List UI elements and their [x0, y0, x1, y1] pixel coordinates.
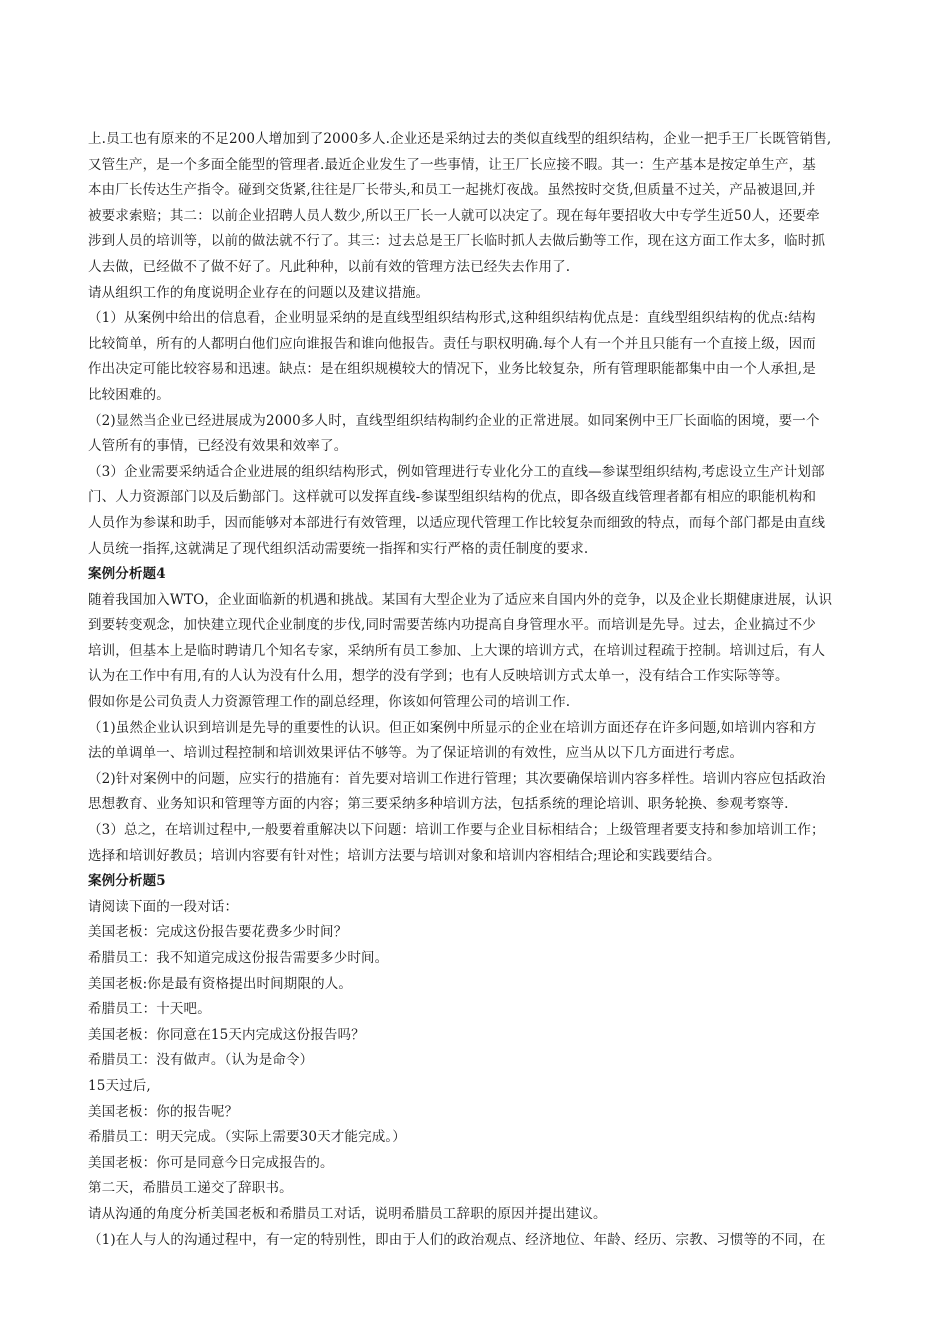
text-line: 思想教育、业务知识和管理等方面的内容；第三要采纳多种培训方法，包括系统的理论培训、职务轮换、参观考察等.: [88, 796, 789, 813]
text-line: 人管所有的事情，已经没有效果和效率了。: [88, 438, 348, 455]
text-line: 美国老板:你是最有资格提出时间期限的人。: [88, 975, 353, 992]
text-line: 人员统一指挥,这就满足了现代组织活动需要统一指挥和实行严格的责任制度的要求.: [88, 540, 589, 557]
text-line: （3）总之，在培训过程中,一般要着重解决以下问题：培训工作要与企业目标相结合；上级管理者要支持和参加培训工作；: [88, 822, 825, 839]
text-line: 美国老板：你可是同意今日完成报告的。: [88, 1154, 334, 1171]
text-line: 上.员工也有原来的不足200人增加到了2000多人.企业还是采纳过去的类似直线型的组织结构，企业一把手王厂长既管销售,: [88, 131, 832, 147]
text-line: （2)显然当企业已经进展成为2000多人时，直线型组织结构制约企业的正常进展。如同案例中王厂长面临的困境，要一个: [88, 412, 820, 429]
text-line: 门、人力资源部门以及后勤部门。这样就可以发挥直线-参谋型组织结构的优点，即各级直线管理者都有相应的职能机构和: [88, 489, 817, 506]
text-line: 希腊员工：我不知道完成这份报告需要多少时间。: [88, 950, 389, 966]
text-line: 请从沟通的角度分析美国老板和希腊员工对话，说明希腊员工辞职的原因并提出建议。: [88, 1205, 607, 1222]
document-page: [88, 127, 883, 1253]
text-line: 请从组织工作的角度说明企业存在的问题以及建议措施。: [88, 284, 430, 301]
text-line: 第二天，希腊员工递交了辞职书。: [88, 1180, 293, 1197]
text-line: 人去做，已经做不了做不好了。凡此种种，以前有效的管理方法已经失去作用了.: [88, 258, 571, 275]
text-line: 随着我国加入WTO，企业面临新的机遇和挑战。某国有大型企业为了适应来自国内外的竞争，以及企业长期健康进展，认识: [88, 591, 833, 608]
text-line: 涉到人员的培训等，以前的做法就不行了。其三：过去总是王厂长临时抓人去做后勤等工作，现在这方面工作太多，临时抓: [88, 233, 826, 250]
section-heading: 案例分析题4: [88, 566, 166, 583]
text-line: 希腊员工：明天完成。（实际上需要30天才能完成。）: [88, 1129, 406, 1146]
text-line: 被要求索赔；其二：以前企业招聘人员人数少,所以王厂长一人就可以决定了。现在每年要招收大中专学生近50人，还要牵: [88, 207, 820, 224]
text-line: 假如你是公司负责人力资源管理工作的副总经理，你该如何管理公司的培训工作.: [88, 694, 571, 711]
text-line: （3）企业需要采纳适合企业进展的组织结构形式，例如管理进行专业化分工的直线—参谋型组织结构,考虑设立生产计划部: [88, 463, 825, 480]
text-line: 本由厂长传达生产指令。碰到交货紧,往往是厂长带头,和员工一起挑灯夜战。虽然按时交货,但质量不过关，产品被退回,并: [88, 182, 816, 199]
text-line: （1)在人与人的沟通过程中，有一定的特别性，即由于人们的政治观点、经济地位、年龄、经历、宗教、习惯等的不同，在: [88, 1231, 826, 1248]
text-line: 美国老板：你同意在15天内完成这份报告吗？: [88, 1026, 365, 1043]
text-line: 又管生产，是一个多面全能型的管理者.最近企业发生了一些事情，让王厂长应接不暇。其一：生产基本是按定单生产，基: [88, 156, 816, 173]
text-line: 比较困难的。: [88, 386, 170, 403]
section-heading: 案例分析题5: [88, 873, 166, 890]
text-line: 作出决定可能比较容易和迅速。缺点：是在组织规模较大的情况下，业务比较复杂，所有管理职能都集中由一个人承担,是: [88, 361, 816, 378]
text-line: 希腊员工：十天吧。: [88, 1001, 211, 1018]
text-line: 认为在工作中有用,有的人认为没有什么用，想学的没有学到；也有人反映培训方式太单一，没有结合工作实际等等。: [88, 668, 789, 685]
text-line: （2)针对案例中的问题，应实行的措施有：首先要对培训工作进行管理；其次要确保培训内容多样性。培训内容应包括政治: [88, 770, 826, 787]
text-line: （1)虽然企业认识到培训是先导的重要性的认识。但正如案例中所显示的企业在培训方面还存在许多问题,如培训内容和方: [88, 719, 817, 736]
text-line: 法的单调单一、培训过程控制和培训效果评估不够等。为了保证培训的有效性，应当从以下几方面进行考虑。: [88, 745, 744, 762]
text-line: 培训，但基本上是临时聘请几个知名专家，采纳所有员工参加、上大课的培训方式，在培训过程疏于控制。培训过后，有人: [88, 642, 826, 659]
text-line: 美国老板：你的报告呢？: [88, 1103, 239, 1120]
text-line: 比较简单，所有的人都明白他们应向谁报告和谁向他报告。责任与职权明确.每个人有一个并且只能有一个直接上级，因而: [88, 335, 816, 352]
text-line: 选择和培训好教员；培训内容要有针对性；培训方法要与培训对象和培训内容相结合;理论和实践要结合。: [88, 847, 721, 864]
text-line: 到要转变观念，加快建立现代企业制度的步伐,同时需要苦练内功提高自身管理水平。而培训是先导。过去，企业搞过不少: [88, 617, 816, 634]
text-line: 请阅读下面的一段对话：: [88, 898, 239, 915]
text-line: （1）从案例中给出的信息看，企业明显采纳的是直线型组织结构形式,这种组织结构优点是：直线型组织结构的优点:结构: [88, 310, 816, 327]
text-line: 人员作为参谋和助手，因而能够对本部进行有效管理，以适应现代管理工作比较复杂而细致的特点，而每个部门都是由直线: [88, 514, 826, 531]
text-line: 15天过后,: [88, 1077, 151, 1094]
text-line: 美国老板：完成这份报告要花费多少时间？: [88, 924, 348, 941]
text-line: 希腊员工：没有做声。（认为是命令）: [88, 1052, 314, 1069]
